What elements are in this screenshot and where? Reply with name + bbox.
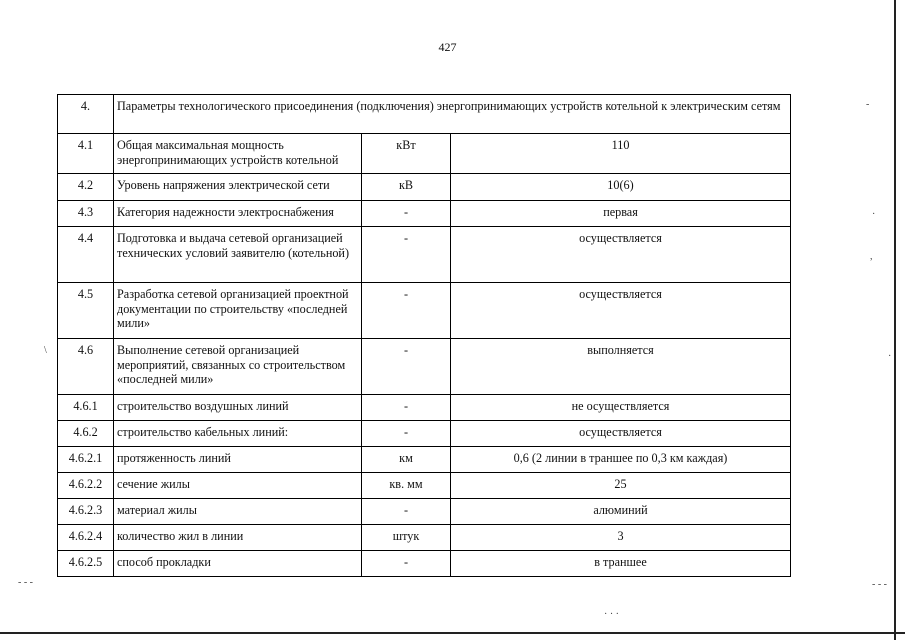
row-number: 4.2 xyxy=(58,174,114,201)
parameter-name: Уровень напряжения электрической сети xyxy=(114,174,362,201)
scan-speck: · xyxy=(888,351,892,362)
row-number: 4. xyxy=(58,95,114,134)
row-number: 4.3 xyxy=(58,201,114,227)
value-cell: в траншее xyxy=(451,551,791,577)
value-cell: 110 xyxy=(451,134,791,174)
parameter-name: Подготовка и выдача сетевой организацией технических условий заявителю (котельной) xyxy=(114,227,362,283)
table-row xyxy=(58,174,791,201)
value-cell: первая xyxy=(451,201,791,227)
unit-cell: - xyxy=(362,201,451,227)
parameter-name: Разработка сетевой организацией проектной документации по строительству «последней мили» xyxy=(114,283,362,339)
parameter-name: Общая максимальная мощность энергопринимающих устройств котельной xyxy=(114,134,362,174)
row-number: 4.6.2 xyxy=(58,421,114,447)
row-number: 4.5 xyxy=(58,283,114,339)
parameter-name: Выполнение сетевой организацией мероприятий, связанных со строительством «последней мили» xyxy=(114,339,362,395)
parameter-name: Категория надежности электроснабжения xyxy=(114,201,362,227)
value-cell: 3 xyxy=(451,525,791,551)
value-cell: алюминий xyxy=(451,499,791,525)
parameter-name: количество жил в линии xyxy=(114,525,362,551)
unit-cell: - xyxy=(362,283,451,339)
table-row xyxy=(58,499,791,525)
unit-cell: км xyxy=(362,447,451,473)
table-row xyxy=(58,201,791,227)
table-row xyxy=(58,339,791,395)
row-number: 4.6.2.5 xyxy=(58,551,114,577)
table-row xyxy=(58,283,791,339)
parameters-table xyxy=(57,94,791,577)
row-number: 4.6 xyxy=(58,339,114,395)
value-cell: осуществляется xyxy=(451,227,791,283)
unit-cell: кв. мм xyxy=(362,473,451,499)
scan-speck: · xyxy=(872,209,876,220)
unit-cell: кВ xyxy=(362,174,451,201)
row-number: 4.6.2.4 xyxy=(58,525,114,551)
row-number: 4.6.2.1 xyxy=(58,447,114,473)
row-number: 4.4 xyxy=(58,227,114,283)
scan-edge-right xyxy=(894,0,896,640)
table-row xyxy=(58,525,791,551)
unit-cell: - xyxy=(362,551,451,577)
unit-cell: - xyxy=(362,227,451,283)
scan-speck: - - - xyxy=(872,579,887,590)
parameter-name: протяженность линий xyxy=(114,447,362,473)
section-title: Параметры технологического присоединения (подключения) энергопринимающих устройств котельной к электрическим сетям xyxy=(114,95,791,134)
row-number: 4.6.2.2 xyxy=(58,473,114,499)
table-row xyxy=(58,95,791,134)
value-cell: 10(6) xyxy=(451,174,791,201)
table-row xyxy=(58,395,791,421)
value-cell: 0,6 (2 линии в траншее по 0,3 км каждая) xyxy=(451,447,791,473)
parameter-name: сечение жилы xyxy=(114,473,362,499)
unit-cell: кВт xyxy=(362,134,451,174)
parameter-name: строительство воздушных линий xyxy=(114,395,362,421)
scan-speck: - - - xyxy=(18,577,33,588)
table-row xyxy=(58,447,791,473)
parameter-name: материал жилы xyxy=(114,499,362,525)
unit-cell: штук xyxy=(362,525,451,551)
value-cell: 25 xyxy=(451,473,791,499)
scan-speck: , xyxy=(870,251,873,262)
table-row xyxy=(58,134,791,174)
row-number: 4.1 xyxy=(58,134,114,174)
scan-speck: - xyxy=(866,99,870,110)
parameter-name: строительство кабельных линий: xyxy=(114,421,362,447)
row-number: 4.6.1 xyxy=(58,395,114,421)
value-cell: выполняется xyxy=(451,339,791,395)
unit-cell: - xyxy=(362,339,451,395)
unit-cell: - xyxy=(362,499,451,525)
unit-cell: - xyxy=(362,395,451,421)
table-row xyxy=(58,551,791,577)
row-number: 4.6.2.3 xyxy=(58,499,114,525)
page-number: 427 xyxy=(438,40,457,54)
table-row xyxy=(58,227,791,283)
value-cell: осуществляется xyxy=(451,421,791,447)
table-row xyxy=(58,421,791,447)
scan-speck: \ xyxy=(44,345,47,356)
scan-speck: · · · xyxy=(604,609,619,620)
value-cell: не осуществляется xyxy=(451,395,791,421)
value-cell: осуществляется xyxy=(451,283,791,339)
unit-cell: - xyxy=(362,421,451,447)
parameter-name: способ прокладки xyxy=(114,551,362,577)
scan-edge-bottom xyxy=(0,632,905,634)
table-row xyxy=(58,473,791,499)
